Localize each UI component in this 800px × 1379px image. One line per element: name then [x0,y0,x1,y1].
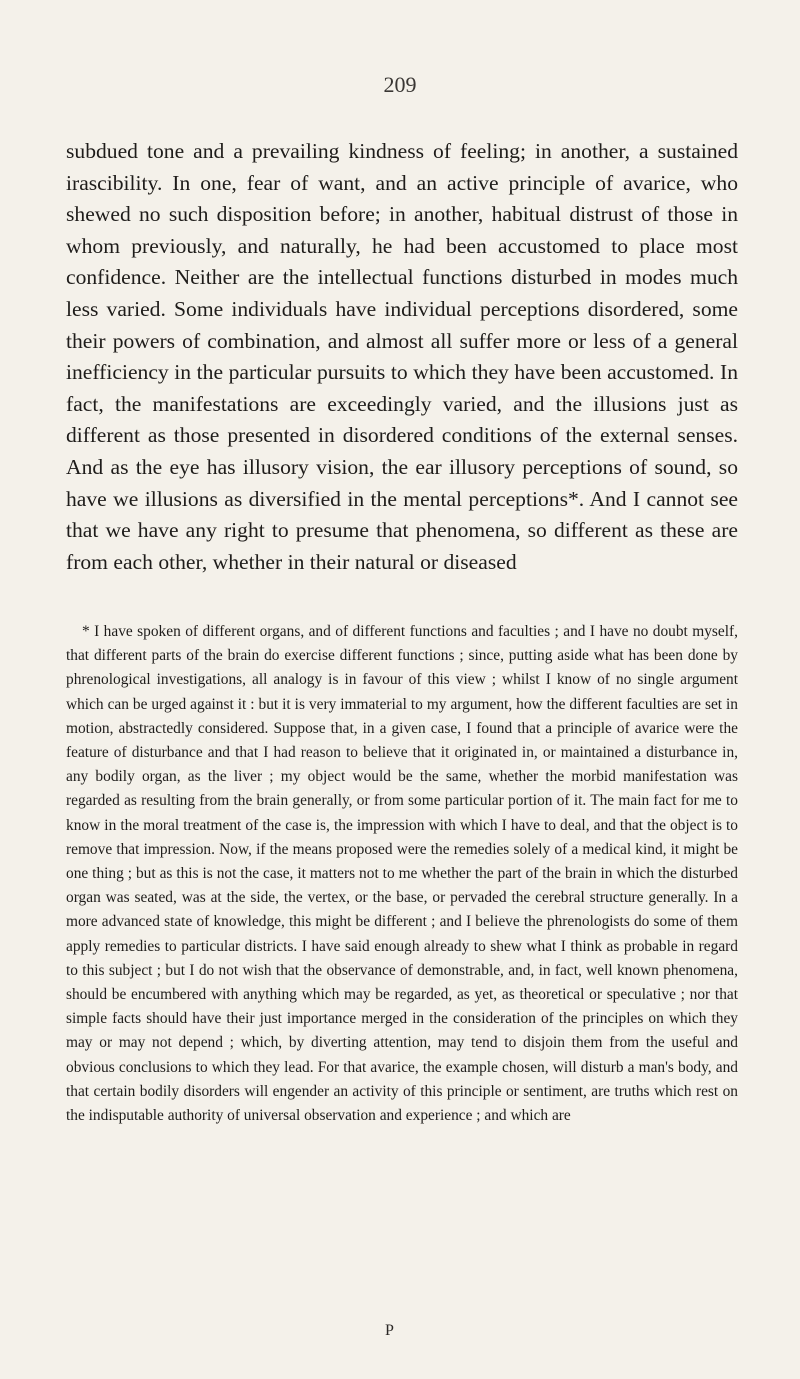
footnote: * I have spoken of different organs, and of different functions and faculties ; and I have no doubt myself, that different parts of the brain do exercise different functions ; since, putting aside what has been done by phrenological investigations, all analogy is in favour of this view ; whilst I know of no single argument which can be urged against it : but it is very immaterial to my argument, how the different faculties are set in motion, abstractedly considered. Suppose that, in a given case, I found that a principle of avarice were the feature of disturbance and that I had reason to believe that it originated in, or maintained a disturbance in, any bodily organ, as the liver ; my object would be the same, whether the morbid manifestation was regarded as resulting from the brain generally, or from some particular portion of it. The main fact for me to know in the moral treatment of the case is, the impression with which I have to deal, and that the object is to remove that impression. Now, if the means proposed were the remedies solely of a medical kind, it might be one thing ; but as this is not the case, it matters not to me whether the part of the brain in which the disturbed organ was seated, was at the side, the vertex, or the base, or pervaded the cerebral structure generally. In a more advanced state of knowledge, this might be different ; and I believe the phrenologists do some of them apply remedies to particular districts. I have said enough already to shew what I think as probable in regard to this subject ; but I do not wish that the observance of demonstrable, and, in fact, well known phenomena, should be encumbered with anything which may be regarded, as yet, as theoretical or speculative ; nor that simple facts should have their just importance merged in the consideration of the principles on which they may or may not depend ; which, by diverting attention, may tend to disjoin them from the useful and obvious conclusions to which they lead. For that avarice, the example chosen, will disturb a man's body, and that certain bodily disorders will engender an activity of this principle or sentiment, are truths which rest on the indisputable authority of universal observation and experience ; and which are [66,623,738,1125]
page-number: 209 [383,72,417,97]
main-paragraph: subdued tone and a prevailing kindness of feeling; in another, a sustained irascibility. In one, fear of want, and an active principle of avarice, who shewed no such disposition before; in another, habitual distrust of those in whom previously, and naturally, he had been accustomed to place most confidence. Neither are the intellectual functions disturbed in modes much less varied. Some individuals have individual perceptions disordered, some their powers of combination, and almost all suffer more or less of a general inefficiency in the particular pursuits to which they have been accustomed. In fact, the manifestations are exceedingly varied, and the illusions just as different as those presented in disordered conditions of the external senses. And as the eye has illusory vision, the ear illusory perceptions of sound, so have we illusions as diversified in the mental perceptions*. And I cannot see that we have any right to presume that phenomena, so different as these are from each other, whether in their natural or diseased [66,139,738,574]
signature-mark: P [385,1322,394,1339]
